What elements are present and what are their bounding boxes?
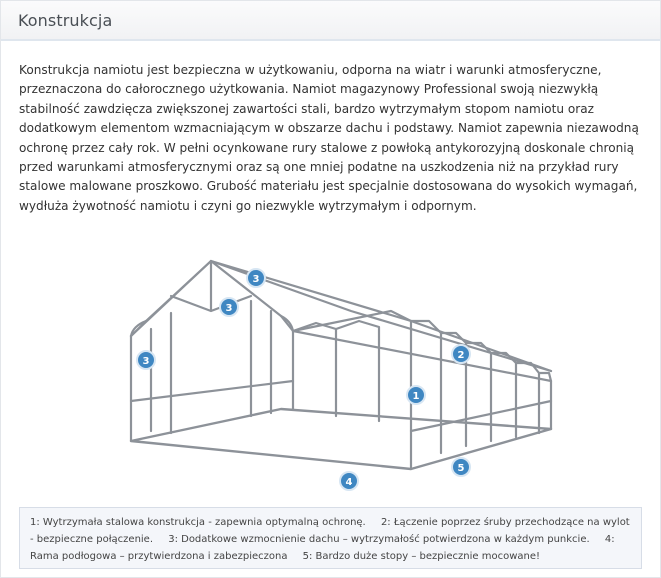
- panel-header: [1, 1, 660, 41]
- construction-description: Konstrukcja namiotu jest bezpieczna w użytkowaniu, odporna na wiatr i warunki atmosferyczne, przeznaczona do całorocznego użytkowania. Namiot magazynowy Professional swoją niezwykłą stabilność zawdzięcza zwiększonej zawartości stali, bardzo wytrzymałym stopom namiotu oraz dodatkowym elementom wzmacniającym w obszarze dachu i podstawy. Namiot zapewnia niezawodną ochronę przez cały rok. W pełni ocynkowane rury stalowe z powłoką antykorozyjną doskonale chronią przed warunkami atmosferycznymi oraz są one mniej podatne na uszkodzenia niż na przykład rury stalowe malowane proszkowo. Grubość materiału jest specjalnie dostosowana do wysokich wymagań, wydłuża żywotność namiotu i czyni go niezwykle wytrzymałym i odpornym.: [19, 63, 639, 213]
- badge-3-top: [247, 269, 265, 287]
- legend-item: 4: Rama podłogowa – przytwierdzona i zabezpieczona: [30, 534, 615, 563]
- svg-text:4: 4: [345, 477, 353, 488]
- svg-text:5: 5: [457, 463, 465, 474]
- badge-3-left: [137, 351, 155, 369]
- ground-frame: [131, 409, 551, 469]
- legend-item: 2: Łączenie poprzez śruby przechodzące na wylot - bezpieczne połączenie.: [30, 517, 630, 546]
- tent-frame-illustration: [111, 241, 581, 496]
- panel-title: Konstrukcja: [18, 10, 113, 30]
- svg-text:3: 3: [142, 356, 150, 367]
- svg-text:2: 2: [457, 350, 465, 361]
- legend-item: 5: Bardzo duże stopy – bezpiecznie mocowane!: [302, 551, 541, 563]
- badge-2: [452, 345, 470, 363]
- badge-3-middle: [220, 298, 238, 316]
- legend-box: [19, 507, 642, 569]
- svg-text:3: 3: [252, 274, 260, 285]
- svg-text:1: 1: [412, 391, 420, 402]
- badge-1: [407, 386, 425, 404]
- badge-5: [452, 458, 470, 476]
- legend-item: 1: Wytrzymała stalowa konstrukcja - zapewnia optymalną ochronę.: [30, 517, 366, 528]
- legend-item: 3: Dodatkowe wzmocnienie dachu – wytrzymałość potwierdzona w każdym punkcie.: [168, 534, 590, 546]
- badge-4: [340, 472, 358, 490]
- svg-text:3: 3: [225, 303, 233, 314]
